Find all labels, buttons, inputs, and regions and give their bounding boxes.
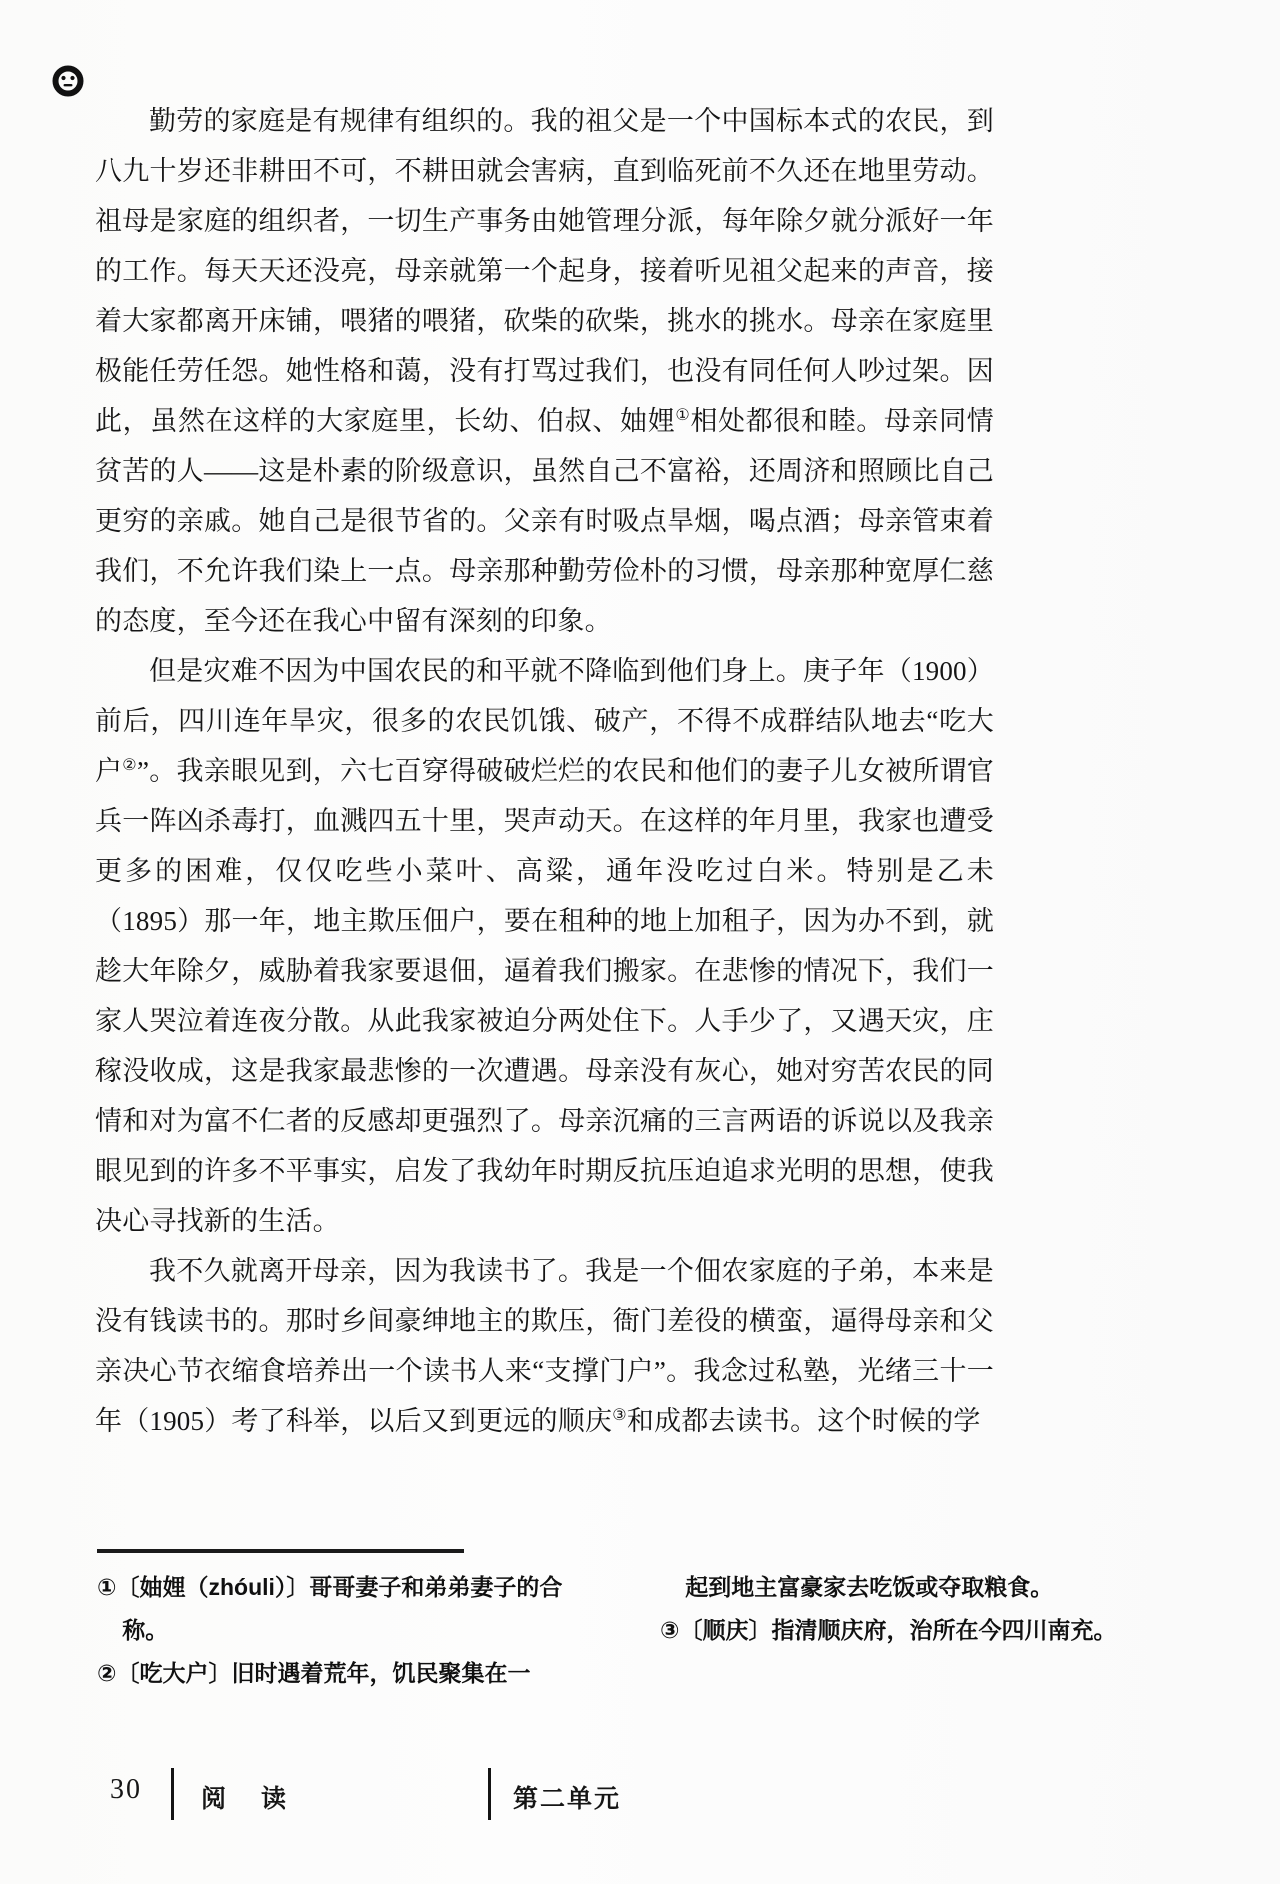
footer-divider-icon (171, 1768, 174, 1820)
section-label: 阅 读 (201, 1785, 300, 1813)
footnote-ref: ② (122, 756, 138, 774)
paragraph (95, 1246, 994, 1446)
text-run: ”。我亲眼见到，六七百穿得破破烂烂的农民和他们的妻子儿女被所谓官兵一阵凶杀毒打，血溅四五十里，哭声动天。在这样的年月里，我家也遭受更多的困难，仅仅吃些小菜叶、高粱，通年没吃过白米。特别是乙未（1895）那一年，地主欺压佃户，要在租种的地上加租子，因为办不到，就趁大年除夕，威胁着我家要退佃，逼着我们搬家。在悲惨的情况下，我们一家人哭泣着连夜分散。从此我家被迫分两处住下。人手少了，又遇天灾，庄稼没收成，这是我家最悲惨的一次遭遇。母亲没有灰心，她对穷苦农民的同情和对为富不仁者的反感却更强烈了。母亲沉痛的三言两语的诉说以及我亲眼见到的许多不平事实，启发了我幼年时期反抗压迫追求光明的思想，使我决心寻找新的生活。 (95, 756, 994, 1236)
footnote-item: ③〔顺庆〕指清顺庆府，治所在今四川南充。 (660, 1617, 1117, 1643)
footnote-ref: ③ (612, 1406, 627, 1424)
text-run: 相处都很和睦。母亲同情贫苦的人——这是朴素的阶级意识，虽然自己不富裕，还周济和照顾比自己更穷的亲戚。她自己是很节省的。父亲有时吸点旱烟，喝点酒；母亲管束着我们，不允许我们染上一点。母亲那种勤劳俭朴的习惯，母亲那种宽厚仁慈的态度，至今还在我心中留有深刻的印象。 (95, 406, 995, 636)
footnotes-left-column (97, 1566, 577, 1695)
footnotes-right-column (660, 1566, 1156, 1652)
footer-divider-icon (488, 1768, 491, 1820)
article-text (95, 96, 994, 1446)
footnote-divider (97, 1549, 464, 1553)
unit-label: 第二单元 (513, 1785, 622, 1813)
footnote-item: ②〔吃大户〕旧时遇着荒年，饥民聚集在一 (97, 1660, 531, 1686)
footnote-ref: ① (675, 406, 691, 424)
footnote-item: 起到地主富豪家去吃饭或夺取粮食。 (685, 1574, 1054, 1600)
smiley-icon (52, 65, 84, 97)
text-run: 和成都去读书。这个时候的学 (626, 1406, 981, 1436)
text-run: 我不久就离开母亲，因为我读书了。我是一个佃农家庭的子弟，本来是没有钱读书的。那时乡间豪绅地主的欺压，衙门差役的横蛮，逼得母亲和父亲决心节衣缩食培养出一个读书人来“支撑门户”。我念过私塾，光绪三十一年（1905）考了科举，以后又到更远的顺庆 (95, 1256, 994, 1436)
page-number: 30 (110, 1774, 142, 1805)
text-run: 勤劳的家庭是有规律有组织的。我的祖父是一个中国标本式的农民，到八九十岁还非耕田不可，不耕田就会害病，直到临死前不久还在地里劳动。祖母是家庭的组织者，一切生产事务由她管理分派，每年除夕就分派好一年的工作。每天天还没亮，母亲就第一个起身，接着听见祖父起来的声音，接着大家都离开床铺，喂猪的喂猪，砍柴的砍柴，挑水的挑水。母亲在家庭里极能任劳任怨。她性格和蔼，没有打骂过我们，也没有同任何人吵过架。因此，虽然在这样的大家庭里，长幼、伯叔、妯娌 (95, 106, 994, 436)
paragraph (95, 646, 994, 1246)
paragraph (95, 96, 994, 646)
text-run: 但是灾难不因为中国农民的和平就不降临到他们身上。庚子年（1900）前后，四川连年旱灾，很多的农民饥饿、破产，不得不成群结队地去“吃大户 (95, 656, 994, 786)
footnote-item: ①〔妯娌（zhóuli）〕哥哥妻子和弟弟妻子的合称。 (97, 1574, 563, 1643)
